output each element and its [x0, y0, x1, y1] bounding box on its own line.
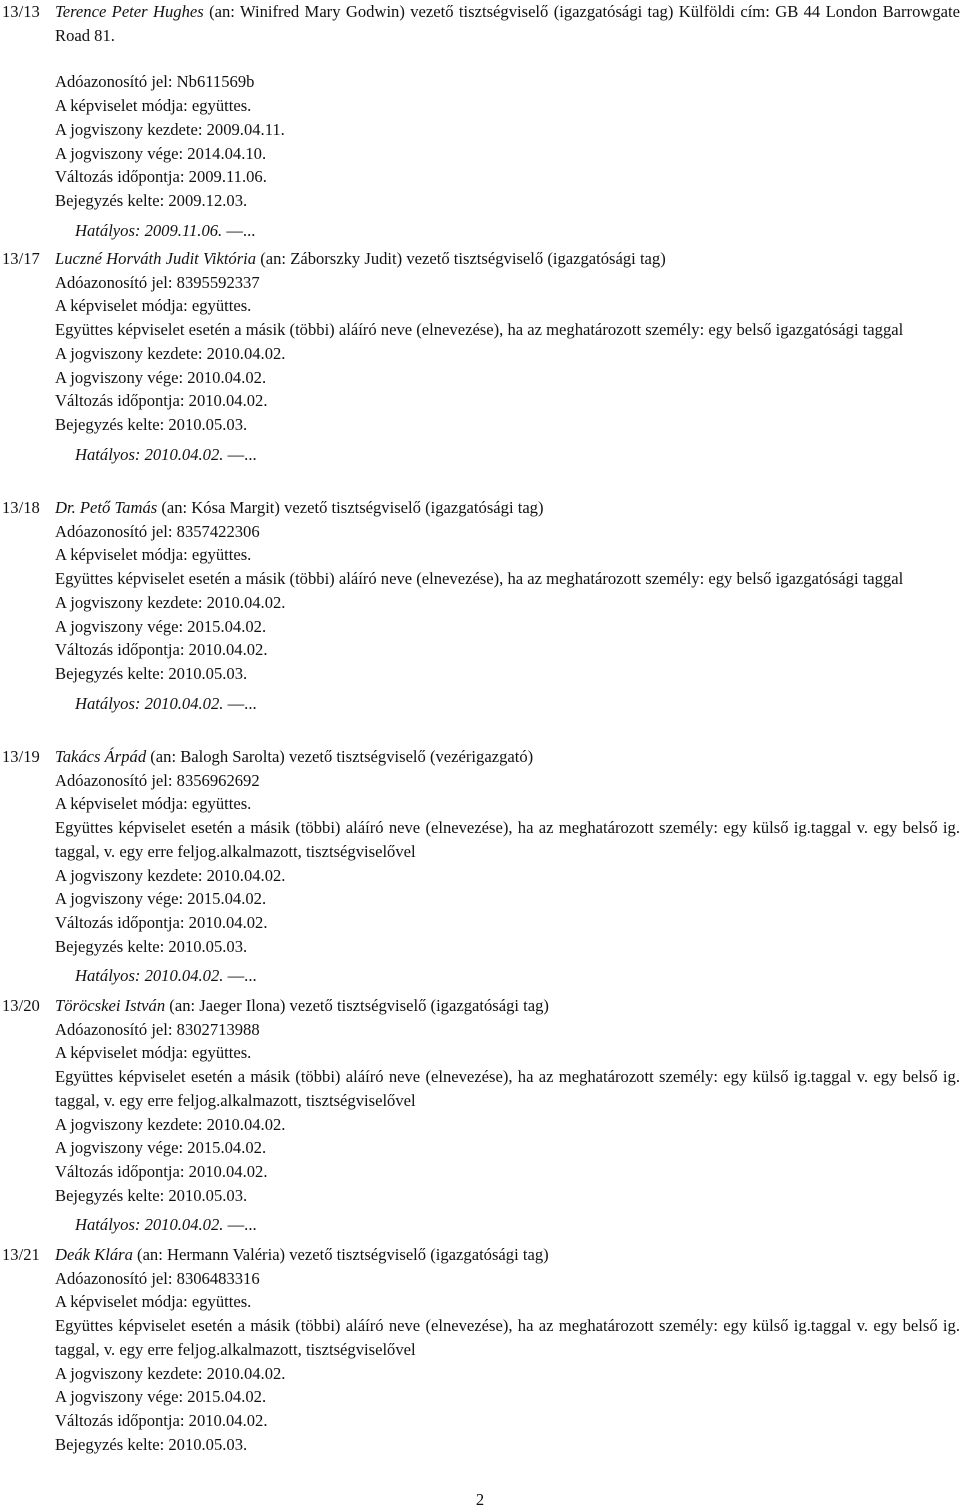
entry-number: 13/20 — [2, 996, 40, 1015]
registration-date: Bejegyzés kelte: 2010.05.03. — [55, 1185, 248, 1205]
joint-representation-note: Együttes képviselet esetén a másik (többi) aláíró neve (elnevezése), ha az meghatározott személy: egy belső igazgatósági taggal — [55, 320, 904, 340]
entry-number: 13/18 — [2, 498, 40, 517]
change-date: Változás időpontja: 2009.11.06. — [55, 167, 267, 187]
joint-representation-note: Együttes képviselet esetén a másik (többi) aláíró neve (elnevezése), ha az meghatározott személy: egy külső ig.taggal v. egy belső ig. taggal, v. egy erre feljog.alkalmazott, tisztségviselővel — [55, 1067, 960, 1110]
tax-id: Adóazonosító jel: 8357422306 — [55, 521, 260, 541]
effective-date — [75, 219, 960, 243]
effective-label: Hatályos: 2010.04.02. — [75, 693, 224, 713]
page-number: 2 — [475, 1490, 485, 1509]
entry-number: 13/21 — [2, 1245, 40, 1264]
registration-date: Bejegyzés kelte: 2010.05.03. — [55, 936, 248, 956]
effective-label: Hatályos: 2010.04.02. — [75, 1215, 224, 1235]
change-date: Változás időpontja: 2010.04.02. — [55, 912, 268, 932]
change-date: Változás időpontja: 2010.04.02. — [55, 640, 268, 660]
tax-id: Adóazonosító jel: 8306483316 — [55, 1268, 260, 1288]
end-date: A jogviszony vége: 2015.04.02. — [55, 1138, 267, 1158]
representation: A képviselet módja: együttes. — [55, 1292, 252, 1312]
registration-date: Bejegyzés kelte: 2010.05.03. — [55, 414, 248, 434]
effective-date — [75, 964, 960, 988]
person-name: Dr. Pető Tamás — [55, 498, 158, 517]
effective-date — [75, 443, 960, 467]
end-date: A jogviszony vége: 2014.04.10. — [55, 143, 267, 163]
end-date: A jogviszony vége: 2015.04.02. — [55, 889, 267, 909]
entry-number: 13/13 — [2, 2, 40, 21]
effective-date — [75, 1213, 960, 1237]
person-name: Deák Klára — [55, 1245, 133, 1264]
change-date: Változás időpontja: 2010.04.02. — [55, 1161, 268, 1181]
effective-date — [75, 692, 960, 716]
start-date: A jogviszony kezdete: 2010.04.02. — [55, 1114, 286, 1134]
heading-details: (an: Záborszky Judit) vezető tisztségviselő (igazgatósági tag) — [256, 249, 666, 268]
representation: A képviselet módja: együttes. — [55, 794, 252, 814]
joint-representation-note: Együttes képviselet esetén a másik (többi) aláíró neve (elnevezése), ha az meghatározott személy: egy külső ig.taggal v. egy belső ig. taggal, v. egy erre feljog.alkalmazott, tisztségviselővel — [55, 1316, 960, 1359]
entry-heading — [55, 1243, 960, 1267]
start-date: A jogviszony kezdete: 2009.04.11. — [55, 119, 285, 139]
joint-representation-note: Együttes képviselet esetén a másik (többi) aláíró neve (elnevezése), ha az meghatározott személy: egy belső igazgatósági taggal — [55, 569, 904, 589]
start-date: A jogviszony kezdete: 2010.04.02. — [55, 1363, 286, 1383]
representation: A képviselet módja: együttes. — [55, 545, 252, 565]
entry-heading — [55, 0, 960, 47]
start-date: A jogviszony kezdete: 2010.04.02. — [55, 343, 286, 363]
entry-heading — [55, 496, 960, 520]
person-name: Terence Peter Hughes — [55, 2, 204, 21]
change-date: Változás időpontja: 2010.04.02. — [55, 391, 268, 411]
effective-suffix: —... — [223, 444, 257, 464]
entry-13-18 — [0, 496, 960, 715]
entry-number: 13/17 — [2, 249, 40, 268]
tax-id: Adóazonosító jel: 8356962692 — [55, 770, 260, 790]
entry-13-13 — [0, 0, 960, 242]
registration-date: Bejegyzés kelte: 2010.05.03. — [55, 1434, 248, 1454]
registration-date: Bejegyzés kelte: 2009.12.03. — [55, 190, 248, 210]
end-date: A jogviszony vége: 2010.04.02. — [55, 367, 267, 387]
entry-heading — [55, 994, 960, 1018]
heading-details: (an: Jaeger Ilona) vezető tisztségviselő (igazgatósági tag) — [165, 996, 549, 1015]
tax-id: Adóazonosító jel: Nb611569b — [55, 72, 255, 92]
heading-details: (an: Balogh Sarolta) vezető tisztségviselő (vezérigazgató) — [146, 747, 534, 766]
person-name: Töröcskei István — [55, 996, 166, 1015]
entry-13-20 — [0, 994, 960, 1237]
entry-heading — [55, 745, 960, 769]
effective-suffix: —... — [223, 1215, 257, 1235]
effective-suffix: —... — [223, 693, 257, 713]
entry-13-21 — [0, 1243, 960, 1456]
change-date: Változás időpontja: 2010.04.02. — [55, 1410, 268, 1430]
registration-date: Bejegyzés kelte: 2010.05.03. — [55, 663, 248, 683]
person-name: Takács Árpád — [55, 747, 147, 766]
heading-details: (an: Hermann Valéria) vezető tisztségviselő (igazgatósági tag) — [132, 1245, 549, 1264]
representation: A képviselet módja: együttes. — [55, 96, 252, 116]
effective-suffix: —... — [222, 220, 256, 240]
heading-details: (an: Winifred Mary Godwin) vezető tisztségviselő (igazgatósági tag) Külföldi cím: GB 44 London Barrowgate Road 81. — [55, 2, 960, 45]
entry-heading — [55, 247, 960, 271]
end-date: A jogviszony vége: 2015.04.02. — [55, 1387, 267, 1407]
start-date: A jogviszony kezdete: 2010.04.02. — [55, 592, 286, 612]
entry-13-17 — [0, 247, 960, 466]
end-date: A jogviszony vége: 2015.04.02. — [55, 616, 267, 636]
representation: A képviselet módja: együttes. — [55, 1043, 252, 1063]
representation: A képviselet módja: együttes. — [55, 296, 252, 316]
heading-details: (an: Kósa Margit) vezető tisztségviselő (igazgatósági tag) — [157, 498, 544, 517]
tax-id: Adóazonosító jel: 8395592337 — [55, 272, 260, 292]
effective-label: Hatályos: 2010.04.02. — [75, 966, 224, 986]
entry-13-19 — [0, 745, 960, 988]
effective-label: Hatályos: 2010.04.02. — [75, 444, 224, 464]
entry-number: 13/19 — [2, 747, 40, 766]
effective-suffix: —... — [223, 966, 257, 986]
start-date: A jogviszony kezdete: 2010.04.02. — [55, 865, 286, 885]
effective-label: Hatályos: 2009.11.06. — [75, 220, 223, 240]
tax-id: Adóazonosító jel: 8302713988 — [55, 1019, 260, 1039]
joint-representation-note: Együttes képviselet esetén a másik (többi) aláíró neve (elnevezése), ha az meghatározott személy: egy külső ig.taggal v. egy belső ig. taggal, v. egy erre feljog.alkalmazott, tisztségviselővel — [55, 818, 960, 861]
person-name: Luczné Horváth Judit Viktória — [55, 249, 257, 268]
